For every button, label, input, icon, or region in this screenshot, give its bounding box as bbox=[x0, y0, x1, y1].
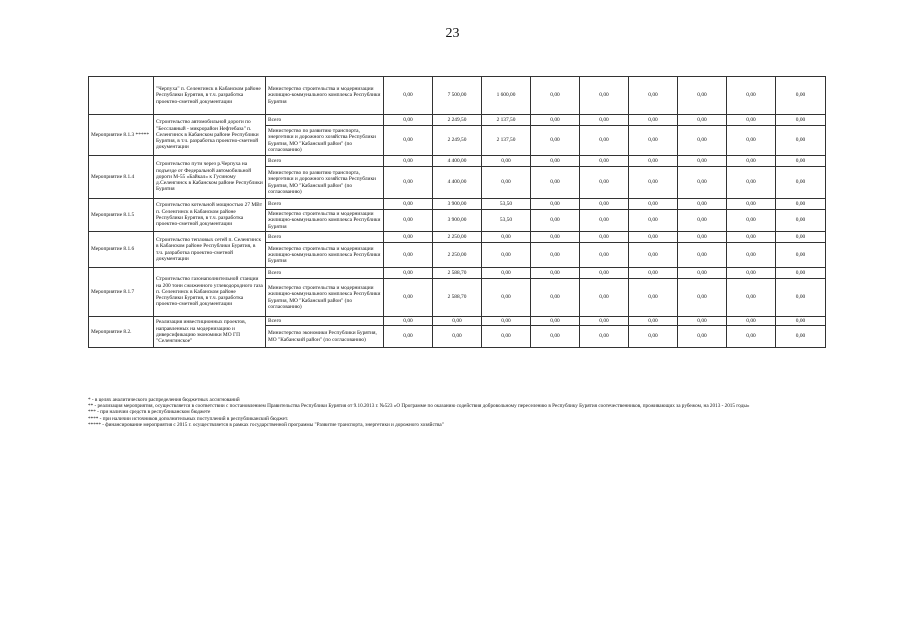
funding-value: 0,00 bbox=[531, 268, 580, 279]
funding-value: 0,00 bbox=[727, 126, 776, 156]
funding-value: 0,00 bbox=[629, 232, 678, 243]
funding-value: 0,00 bbox=[629, 115, 678, 126]
funding-value: 0,00 bbox=[531, 156, 580, 167]
table-row bbox=[89, 115, 826, 126]
table-row bbox=[89, 77, 826, 115]
funding-value: 2 137,50 bbox=[482, 126, 531, 156]
footnotes bbox=[88, 397, 825, 428]
funding-value: 0,00 bbox=[580, 115, 629, 126]
funding-value: 0,00 bbox=[580, 77, 629, 115]
responsible-executor: Всего bbox=[266, 156, 384, 167]
table-row bbox=[89, 317, 826, 326]
funding-value: 4 400,00 bbox=[433, 167, 482, 199]
funding-value: 0,00 bbox=[629, 126, 678, 156]
responsible-executor: Министерство строительства и модернизации жилищно-коммунального комплекса Республики Бурятия bbox=[266, 210, 384, 232]
funding-value: 0,00 bbox=[384, 156, 433, 167]
measure-name: Мероприятие 8.1.6 bbox=[89, 232, 154, 268]
measure-description: Строительство пути через р.Черпуха на подъезде от Федеральной автомобильной дороги М-55 «Байкал» к Гусиному д.Селенгинск в Кабанском районе Республики Бурятия bbox=[154, 156, 266, 199]
funding-value: 0,00 bbox=[580, 243, 629, 268]
funding-value: 0,00 bbox=[531, 167, 580, 199]
funding-value: 0,00 bbox=[776, 317, 826, 326]
funding-value: 0,00 bbox=[482, 326, 531, 348]
responsible-executor: Министерство по развитию транспорта, энергетики и дорожного хозяйства Республики Бурятия, МО "Кабанский район" (по согласованию) bbox=[266, 126, 384, 156]
funding-value: 0,00 bbox=[384, 326, 433, 348]
funding-value: 0,00 bbox=[727, 167, 776, 199]
funding-value: 3 900,00 bbox=[433, 199, 482, 210]
funding-value: 0,00 bbox=[531, 279, 580, 317]
measure-description: Строительство автомобильной дороги по "Бесславный - микрорайон Нефтебаза" п. Селенгинск в Кабанском районе Республики Бурятия, в т.ч. разработка проектно-сметной документации bbox=[154, 115, 266, 156]
measure-description: Строительство котельной мощностью 27 МВт п. Селенгинск в Кабанском районе Республики Бурятия, в т.ч. разработка проектно-сметной документации bbox=[154, 199, 266, 232]
funding-value: 0,00 bbox=[629, 326, 678, 348]
funding-value: 53,50 bbox=[482, 210, 531, 232]
funding-value: 0,00 bbox=[580, 167, 629, 199]
funding-value: 0,00 bbox=[531, 210, 580, 232]
footnote: ***** - финансирование мероприятия с 2015 г. осуществляется в рамках государственной программы "Развитие транспорта, энергетики и дорожного хозяйства" bbox=[88, 421, 444, 428]
funding-value: 0,00 bbox=[776, 156, 826, 167]
funding-value: 0,00 bbox=[727, 115, 776, 126]
funding-value: 0,00 bbox=[678, 126, 727, 156]
funding-value: 0,00 bbox=[531, 317, 580, 326]
funding-value: 0,00 bbox=[580, 268, 629, 279]
measure-name: Мероприятие 8.1.7 bbox=[89, 268, 154, 317]
funding-value: 7 500,00 bbox=[433, 77, 482, 115]
funding-value: 0,00 bbox=[678, 156, 727, 167]
funding-value: 4 400,00 bbox=[433, 156, 482, 167]
funding-value: 0,00 bbox=[482, 156, 531, 167]
funding-value: 0,00 bbox=[678, 279, 727, 317]
funding-value: 0,00 bbox=[629, 243, 678, 268]
funding-value: 0,00 bbox=[580, 210, 629, 232]
funding-value: 2 588,70 bbox=[433, 279, 482, 317]
footnote: * - в целях аналитического распределения бюджетных ассигнований bbox=[88, 397, 240, 403]
funding-value: 0,00 bbox=[433, 317, 482, 326]
funding-value: 0,00 bbox=[384, 126, 433, 156]
responsible-executor: Всего bbox=[266, 232, 384, 243]
funding-value: 2 249,50 bbox=[433, 115, 482, 126]
funding-value: 0,00 bbox=[580, 126, 629, 156]
funding-value: 2 249,50 bbox=[433, 126, 482, 156]
funding-value: 0,00 bbox=[776, 243, 826, 268]
footnote: **** - при наличии источников дополнительных поступлений в республиканский бюджет. bbox=[88, 415, 289, 422]
funding-value: 0,00 bbox=[678, 115, 727, 126]
funding-value: 0,00 bbox=[384, 243, 433, 268]
funding-value: 0,00 bbox=[384, 199, 433, 210]
funding-value: 0,00 bbox=[384, 268, 433, 279]
funding-value: 0,00 bbox=[482, 243, 531, 268]
measure-name: Мероприятие 8.1.5 bbox=[89, 199, 154, 232]
funding-value: 0,00 bbox=[531, 126, 580, 156]
funding-value: 0,00 bbox=[580, 317, 629, 326]
funding-value: 2 250,00 bbox=[433, 243, 482, 268]
responsible-executor: Всего bbox=[266, 317, 384, 326]
funding-value: 0,00 bbox=[384, 115, 433, 126]
funding-value: 0,00 bbox=[776, 115, 826, 126]
table-row bbox=[89, 156, 826, 167]
funding-value: 0,00 bbox=[678, 268, 727, 279]
responsible-executor: Министерство строительства и модернизации жилищно-коммунального комплекса Республики Бурятия, МО "Кабанский район" (по согласованию) bbox=[266, 279, 384, 317]
funding-value: 0,00 bbox=[776, 77, 826, 115]
page-number: 23 bbox=[445, 26, 460, 41]
funding-value: 0,00 bbox=[629, 279, 678, 317]
funding-value: 0,00 bbox=[531, 232, 580, 243]
funding-value: 0,00 bbox=[776, 210, 826, 232]
funding-value: 0,00 bbox=[580, 326, 629, 348]
funding-value: 0,00 bbox=[727, 317, 776, 326]
funding-value: 0,00 bbox=[776, 199, 826, 210]
funding-value: 0,00 bbox=[531, 77, 580, 115]
funding-value: 0,00 bbox=[678, 210, 727, 232]
measure-description: Реализация инвестиционных проектов, направленных на модернизацию и диверсификацию экономики МО ГП "Селенгинское" bbox=[154, 317, 266, 348]
funding-value: 0,00 bbox=[727, 279, 776, 317]
funding-value: 0,00 bbox=[384, 317, 433, 326]
funding-value: 0,00 bbox=[384, 167, 433, 199]
funding-value: 0,00 bbox=[629, 77, 678, 115]
funding-value: 0,00 bbox=[629, 317, 678, 326]
funding-value: 0,00 bbox=[678, 77, 727, 115]
funding-value: 0,00 bbox=[580, 156, 629, 167]
funding-value: 0,00 bbox=[629, 156, 678, 167]
responsible-executor: Всего bbox=[266, 199, 384, 210]
funding-value: 0,00 bbox=[384, 77, 433, 115]
measure-description: Строительство газонаполнительной станции на 200 тонн сжиженного углеводородного газа п. Селенгинск в Кабанском районе Республики Бурятия, в т.ч. разработка проектно-сметной документации bbox=[154, 268, 266, 317]
funding-value: 0,00 bbox=[384, 210, 433, 232]
responsible-executor: Министерство строительства и модернизации жилищно-коммунального комплекса Республики Бурятия bbox=[266, 243, 384, 268]
responsible-executor: Министерство строительства и модернизации жилищно-коммунального комплекса Республики Бурятия bbox=[266, 77, 384, 115]
funding-value: 0,00 bbox=[629, 167, 678, 199]
funding-value: 0,00 bbox=[727, 268, 776, 279]
funding-value: 0,00 bbox=[531, 243, 580, 268]
funding-value: 2 588,70 bbox=[433, 268, 482, 279]
funding-value: 0,00 bbox=[482, 232, 531, 243]
funding-value: 0,00 bbox=[433, 326, 482, 348]
funding-value: 0,00 bbox=[531, 115, 580, 126]
responsible-executor: Министерство экономики Республики Бурятия, МО "Кабанский район" (по согласованию) bbox=[266, 326, 384, 348]
funding-value: 0,00 bbox=[580, 232, 629, 243]
funding-value: 0,00 bbox=[678, 199, 727, 210]
responsible-executor: Министерство по развитию транспорта, энергетики и дорожного хозяйства Республики Бурятия, МО "Кабанский район" (по согласованию) bbox=[266, 167, 384, 199]
measure-description: Строительство тепловых сетей п. Селенгинск в Кабанском районе Республики Бурятия, в т.ч. разработка проектно-сметной документации bbox=[154, 232, 266, 268]
funding-value: 0,00 bbox=[629, 268, 678, 279]
table-row bbox=[89, 268, 826, 279]
funding-value: 0,00 bbox=[776, 167, 826, 199]
funding-value: 0,00 bbox=[629, 210, 678, 232]
measure-name: Мероприятие 8.1.3 ***** bbox=[89, 115, 154, 156]
responsible-executor: Всего bbox=[266, 115, 384, 126]
funding-value: 0,00 bbox=[678, 167, 727, 199]
funding-value: 0,00 bbox=[580, 279, 629, 317]
funding-value: 0,00 bbox=[384, 279, 433, 317]
funding-value: 0,00 bbox=[482, 268, 531, 279]
funding-value: 0,00 bbox=[531, 199, 580, 210]
funding-value: 0,00 bbox=[727, 243, 776, 268]
footnote: *** - при наличии средств в республиканском бюджете bbox=[88, 409, 211, 416]
funding-value: 0,00 bbox=[531, 326, 580, 348]
funding-value: 0,00 bbox=[482, 167, 531, 199]
funding-value: 0,00 bbox=[629, 199, 678, 210]
funding-value: 0,00 bbox=[678, 243, 727, 268]
funding-value: 53,50 bbox=[482, 199, 531, 210]
funding-value: 0,00 bbox=[727, 232, 776, 243]
funding-value: 0,00 bbox=[580, 199, 629, 210]
funding-value: 0,00 bbox=[678, 326, 727, 348]
funding-value: 0,00 bbox=[776, 279, 826, 317]
measure-name: Мероприятие 8.2. bbox=[89, 317, 154, 348]
funding-value: 0,00 bbox=[482, 279, 531, 317]
funding-value: 0,00 bbox=[776, 232, 826, 243]
funding-value: 0,00 bbox=[727, 199, 776, 210]
budget-table bbox=[88, 76, 826, 348]
funding-value: 3 900,00 bbox=[433, 210, 482, 232]
funding-value: 0,00 bbox=[678, 232, 727, 243]
measure-description: "Черпуха" п. Селенгинск в Кабанском районе Республики Бурятия, в т.ч. разработка проектно-сметной документации bbox=[154, 77, 266, 115]
funding-value: 0,00 bbox=[727, 210, 776, 232]
funding-value: 0,00 bbox=[727, 156, 776, 167]
footnote: ** - реализация мероприятия, осуществляется в соответствии с постановлением Правительства Республики Бурятия от 9.10.2013 г. №523 «О Программе по оказанию содействия добровольному переселению в Республику Бурятия соотечественников, проживающих за рубежом, на 2013 - 2015 годы» bbox=[88, 403, 750, 410]
funding-value: 0,00 bbox=[482, 317, 531, 326]
measure-name bbox=[89, 77, 154, 115]
funding-value: 0,00 bbox=[776, 326, 826, 348]
funding-value: 1 600,00 bbox=[482, 77, 531, 115]
funding-value: 0,00 bbox=[776, 268, 826, 279]
responsible-executor: Всего bbox=[266, 268, 384, 279]
funding-value: 2 137,50 bbox=[482, 115, 531, 126]
funding-value: 0,00 bbox=[678, 317, 727, 326]
table-row bbox=[89, 199, 826, 210]
funding-value: 2 250,00 bbox=[433, 232, 482, 243]
funding-value: 0,00 bbox=[776, 126, 826, 156]
funding-value: 0,00 bbox=[727, 77, 776, 115]
table-row bbox=[89, 232, 826, 243]
funding-value: 0,00 bbox=[384, 232, 433, 243]
measure-name: Мероприятие 8.1.4 bbox=[89, 156, 154, 199]
funding-value: 0,00 bbox=[727, 326, 776, 348]
